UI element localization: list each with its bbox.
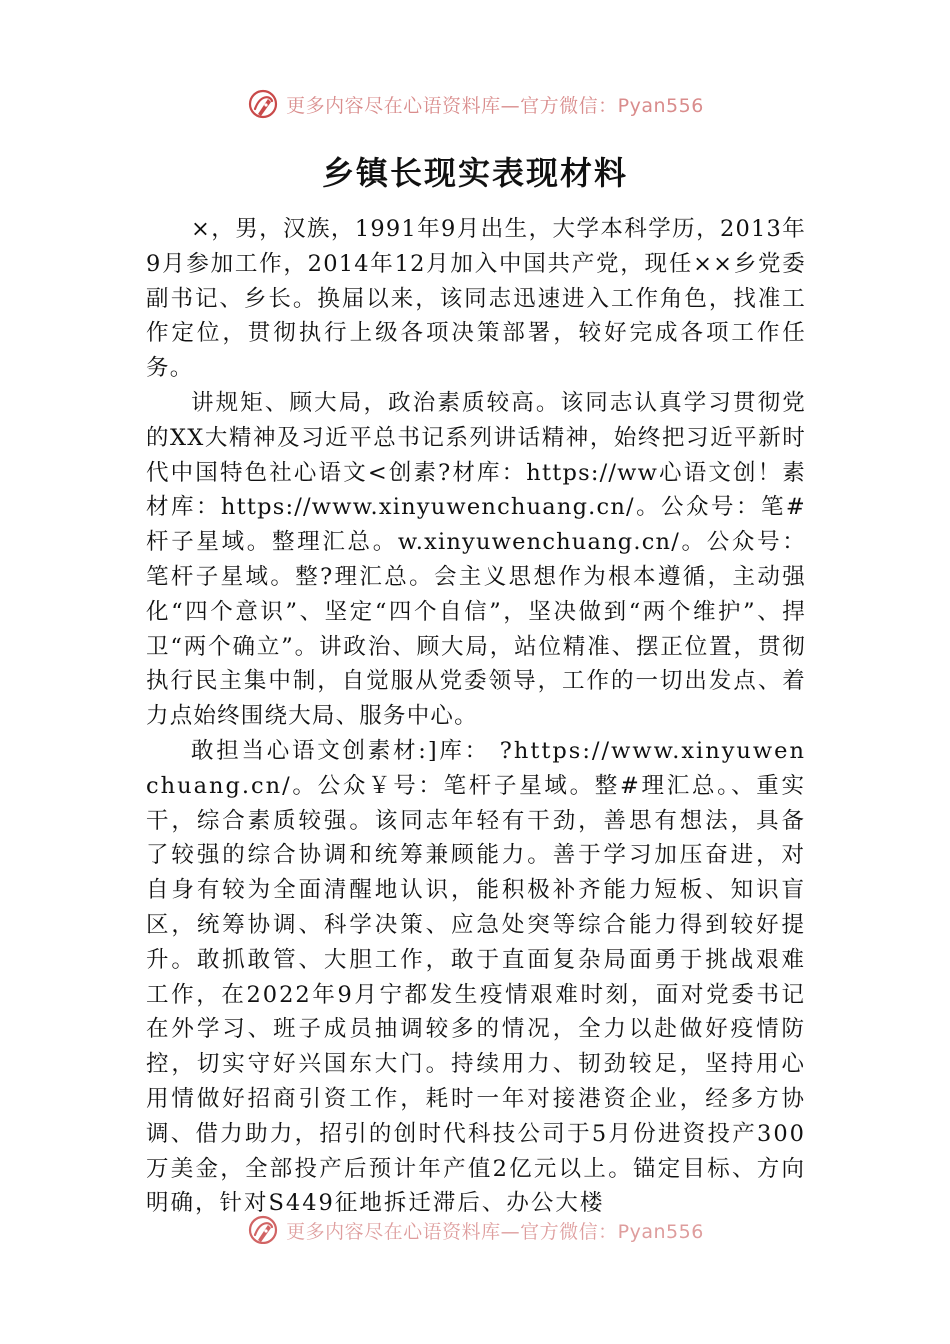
paragraph-responsibility: 敢担当心语文创素材:]库： ?https://www.xinyuwenchuang.cn/。公众￥号：笔杆子星域。整#理汇总。、重实干，综合素质较强。该同志年轻有干劲，善思有想法，具备了较强的综合协调和统筹兼顾能力。善于学习加压奋进，对自身有较为全面清醒地认识，能积极补齐能力短板、知识盲区，统筹协调、科学决策、应急处突等综合能力得到较好提升。敢抓敢管、大胆工作，敢于直面复杂局面勇于挑战艰难工作，在2022年9月宁都发生疫情艰难时刻，面对党委书记在外学习、班子成员抽调较多的情况，全力以赴做好疫情防控，切实守好兴国东大门。持续用力、韧劲较足，坚持用心用情做好招商引资工作，耗时一年对接港资企业，经多方协调、借力助力，招引的创时代科技公司于5月份进资投产300万美金，全部投产后预计年产值2亿元以上。锚定目标、方向明确，针对S449征地拆迁滞后、办公大楼: [146, 737, 806, 1217]
document-title: 乡镇长现实表现材料: [321, 154, 628, 192]
document-body: [146, 212, 806, 1217]
watermark-text: 更多内容尽在心语资料库—官方微信：Pyan556: [286, 94, 704, 117]
paragraph-intro: ×，男，汉族，1991年9月出生，大学本科学历，2013年9月参加工作，2014年12月加入中国共产党，现任××乡党委副书记、乡长。换届以来，该同志迅速进入工作角色，找准工作定位，贯彻执行上级各项决策部署，较好完成各项工作任务。: [146, 216, 806, 382]
paragraph-political: 讲规矩、顾大局，政治素质较高。该同志认真学习贯彻党的XX大精神及习近平总书记系列讲话精神，始终把习近平新时代中国特色社心语文<创素?材库：https://ww心语文创！素材库：https://www.xinyuwenchuang.cn/。公众号：笔#杆子星域。整理汇总。w.xinyuwenchuang.cn/。公众号：笔杆子星域。整?理汇总。会主义思想作为根本遵循，主动强化“四个意识”、坚定“四个自信”，坚决做到“两个维护”、捍卫“两个确立”。讲政治、顾大局，站位精准、摆正位置，贯彻执行民主集中制，自觉服从党委领导，工作的一切出发点、着力点始终围绕大局、服务中心。: [146, 389, 806, 730]
footer-watermark: [0, 1204, 950, 1244]
watermark-text: 更多内容尽在心语资料库—官方微信：Pyan556: [286, 1220, 704, 1243]
pen-nib-swirl-logo-icon: [246, 1213, 280, 1244]
pen-nib-swirl-logo-icon: [246, 87, 280, 121]
header-watermark: [0, 84, 950, 124]
